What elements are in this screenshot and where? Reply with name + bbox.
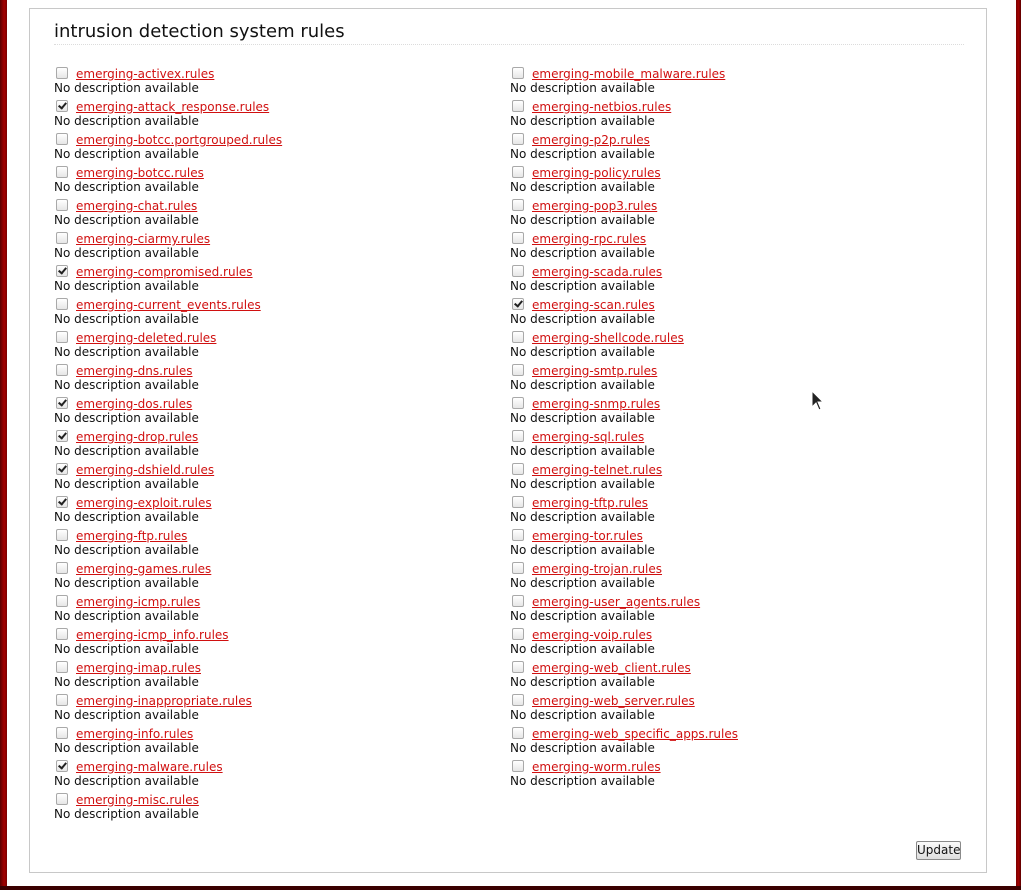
rule-checkbox[interactable]	[56, 232, 68, 244]
rule-link[interactable]: emerging-attack_response.rules	[76, 100, 270, 114]
title-divider	[54, 44, 964, 45]
rule-item	[510, 65, 950, 98]
rule-checkbox[interactable]	[56, 793, 68, 805]
rules-list-right	[510, 65, 950, 791]
rule-link[interactable]: emerging-botcc.portgrouped.rules	[76, 133, 283, 147]
rule-link[interactable]: emerging-web_server.rules	[532, 694, 695, 708]
rule-checkbox[interactable]	[56, 67, 68, 79]
rule-description: No description available	[510, 510, 655, 524]
rule-item	[510, 692, 950, 725]
rule-checkbox[interactable]	[512, 562, 524, 574]
rule-item	[510, 230, 950, 263]
rule-item	[54, 395, 494, 428]
rule-description: No description available	[510, 279, 655, 293]
rule-checkbox[interactable]	[512, 529, 524, 541]
rule-description: No description available	[54, 477, 199, 491]
rule-checkbox[interactable]	[56, 661, 68, 673]
rule-item	[510, 197, 950, 230]
rule-description: No description available	[54, 444, 199, 458]
rule-item	[510, 329, 950, 362]
rule-description: No description available	[54, 675, 199, 689]
rule-checkbox[interactable]	[512, 331, 524, 343]
rule-checkbox[interactable]	[512, 364, 524, 376]
rule-description: No description available	[54, 312, 199, 326]
rule-link[interactable]: emerging-netbios.rules	[532, 100, 672, 114]
rule-link[interactable]: emerging-inappropriate.rules	[76, 694, 252, 708]
rule-checkbox[interactable]	[56, 364, 68, 376]
rule-link[interactable]: emerging-activex.rules	[76, 67, 215, 81]
rule-link[interactable]: emerging-dns.rules	[76, 364, 193, 378]
rule-link[interactable]: emerging-tor.rules	[532, 529, 643, 543]
rule-description: No description available	[54, 510, 199, 524]
rule-item	[54, 197, 494, 230]
rule-checkbox[interactable]	[56, 694, 68, 706]
rule-checkbox[interactable]	[512, 760, 524, 772]
rule-checkbox[interactable]	[56, 463, 68, 475]
rule-description: No description available	[54, 576, 199, 590]
rule-checkbox[interactable]	[56, 397, 68, 409]
rule-item	[510, 395, 950, 428]
rule-checkbox[interactable]	[56, 166, 68, 178]
rule-item	[510, 428, 950, 461]
rule-description: No description available	[54, 708, 199, 722]
rule-link[interactable]: emerging-pop3.rules	[532, 199, 658, 213]
rule-item	[510, 560, 950, 593]
rule-link[interactable]: emerging-exploit.rules	[76, 496, 212, 510]
rule-checkbox[interactable]	[512, 199, 524, 211]
rule-checkbox[interactable]	[56, 298, 68, 310]
rule-description: No description available	[54, 807, 199, 821]
rule-link[interactable]: emerging-telnet.rules	[532, 463, 663, 477]
rule-checkbox[interactable]	[512, 298, 524, 310]
rule-link[interactable]: emerging-web_specific_apps.rules	[532, 727, 738, 741]
rule-link[interactable]: emerging-imap.rules	[76, 661, 201, 675]
rule-checkbox[interactable]	[512, 595, 524, 607]
rule-item	[510, 593, 950, 626]
rule-checkbox[interactable]	[512, 727, 524, 739]
rule-checkbox[interactable]	[512, 232, 524, 244]
rule-checkbox[interactable]	[512, 397, 524, 409]
rule-item	[54, 791, 494, 824]
rule-checkbox[interactable]	[56, 727, 68, 739]
rule-item	[54, 659, 494, 692]
rule-item	[54, 560, 494, 593]
rule-description: No description available	[54, 147, 199, 161]
rule-description: No description available	[510, 477, 655, 491]
rule-link[interactable]: emerging-trojan.rules	[532, 562, 663, 576]
rule-link[interactable]: emerging-deleted.rules	[76, 331, 217, 345]
rule-item	[54, 329, 494, 362]
rule-item	[54, 296, 494, 329]
rule-link[interactable]: emerging-shellcode.rules	[532, 331, 684, 345]
rule-item	[510, 296, 950, 329]
rule-description: No description available	[54, 345, 199, 359]
rule-item	[54, 758, 494, 791]
rule-item	[510, 494, 950, 527]
rule-link[interactable]: emerging-info.rules	[76, 727, 194, 741]
rule-link[interactable]: emerging-snmp.rules	[532, 397, 661, 411]
rule-link[interactable]: emerging-worm.rules	[532, 760, 661, 774]
rule-link[interactable]: emerging-chat.rules	[76, 199, 198, 213]
rule-checkbox[interactable]	[512, 265, 524, 277]
rule-checkbox[interactable]	[56, 265, 68, 277]
rule-item	[510, 527, 950, 560]
rule-link[interactable]: emerging-dshield.rules	[76, 463, 215, 477]
rule-link[interactable]: emerging-compromised.rules	[76, 265, 253, 279]
rule-link[interactable]: emerging-p2p.rules	[532, 133, 650, 147]
rule-item	[54, 164, 494, 197]
rule-item	[510, 131, 950, 164]
rule-link[interactable]: emerging-icmp.rules	[76, 595, 201, 609]
rule-description: No description available	[54, 213, 199, 227]
window-frame-left	[0, 0, 7, 890]
page-title: intrusion detection system rules	[54, 21, 345, 42]
window-frame-right	[1016, 0, 1021, 890]
rule-checkbox[interactable]	[56, 199, 68, 211]
rule-item	[54, 527, 494, 560]
rule-description: No description available	[510, 543, 655, 557]
rule-checkbox[interactable]	[56, 562, 68, 574]
rule-item	[54, 461, 494, 494]
rule-item	[510, 164, 950, 197]
rule-description: No description available	[510, 576, 655, 590]
rule-link[interactable]: emerging-malware.rules	[76, 760, 223, 774]
rule-item	[54, 725, 494, 758]
rule-item	[54, 428, 494, 461]
rule-description: No description available	[54, 378, 199, 392]
update-button[interactable]: Update	[916, 841, 961, 860]
rule-checkbox[interactable]	[512, 166, 524, 178]
rule-description: No description available	[54, 642, 199, 656]
rule-checkbox[interactable]	[512, 67, 524, 79]
rule-description: No description available	[54, 81, 199, 95]
rule-description: No description available	[54, 609, 199, 623]
rule-item	[510, 98, 950, 131]
rule-link[interactable]: emerging-ftp.rules	[76, 529, 188, 543]
rule-item	[54, 362, 494, 395]
rule-link[interactable]: emerging-games.rules	[76, 562, 212, 576]
rule-item	[510, 758, 950, 791]
rule-item	[54, 692, 494, 725]
rule-description: No description available	[510, 345, 655, 359]
rule-description: No description available	[510, 114, 655, 128]
rule-checkbox[interactable]	[56, 760, 68, 772]
rule-link[interactable]: emerging-scada.rules	[532, 265, 663, 279]
rule-description: No description available	[510, 81, 655, 95]
rule-link[interactable]: emerging-current_events.rules	[76, 298, 261, 312]
rule-link[interactable]: emerging-rpc.rules	[532, 232, 647, 246]
rule-description: No description available	[510, 312, 655, 326]
rule-item	[54, 131, 494, 164]
rule-description: No description available	[54, 543, 199, 557]
rule-item	[54, 626, 494, 659]
rule-link[interactable]: emerging-scan.rules	[532, 298, 655, 312]
rule-link[interactable]: emerging-tftp.rules	[532, 496, 649, 510]
rule-link[interactable]: emerging-dos.rules	[76, 397, 193, 411]
rule-description: No description available	[510, 246, 655, 260]
rule-description: No description available	[510, 444, 655, 458]
rule-link[interactable]: emerging-policy.rules	[532, 166, 661, 180]
rule-description: No description available	[54, 741, 199, 755]
rule-link[interactable]: emerging-web_client.rules	[532, 661, 691, 675]
rule-link[interactable]: emerging-ciarmy.rules	[76, 232, 211, 246]
rules-list-left	[54, 65, 494, 824]
rule-checkbox[interactable]	[512, 694, 524, 706]
rule-description: No description available	[510, 675, 655, 689]
rule-description: No description available	[54, 411, 199, 425]
rule-link[interactable]: emerging-botcc.rules	[76, 166, 204, 180]
rule-checkbox[interactable]	[512, 430, 524, 442]
window-frame-bottom	[0, 886, 1021, 890]
rule-link[interactable]: emerging-icmp_info.rules	[76, 628, 229, 642]
rule-description: No description available	[54, 246, 199, 260]
rule-description: No description available	[510, 213, 655, 227]
rule-link[interactable]: emerging-sql.rules	[532, 430, 645, 444]
rule-item	[510, 659, 950, 692]
rule-description: No description available	[510, 180, 655, 194]
rule-checkbox[interactable]	[56, 100, 68, 112]
rule-description: No description available	[510, 609, 655, 623]
rule-link[interactable]: emerging-user_agents.rules	[532, 595, 701, 609]
rule-checkbox[interactable]	[512, 628, 524, 640]
rule-item	[510, 626, 950, 659]
rule-checkbox[interactable]	[512, 496, 524, 508]
rule-checkbox[interactable]	[56, 595, 68, 607]
rule-checkbox[interactable]	[512, 463, 524, 475]
rule-link[interactable]: emerging-misc.rules	[76, 793, 199, 807]
rule-description: No description available	[510, 774, 655, 788]
rule-description: No description available	[510, 147, 655, 161]
rule-item	[510, 263, 950, 296]
rule-item	[510, 362, 950, 395]
rule-item	[54, 593, 494, 626]
rule-checkbox[interactable]	[56, 133, 68, 145]
rule-checkbox[interactable]	[512, 661, 524, 673]
rule-link[interactable]: emerging-voip.rules	[532, 628, 653, 642]
rule-item	[54, 98, 494, 131]
rule-description: No description available	[510, 411, 655, 425]
rule-description: No description available	[54, 114, 199, 128]
rule-checkbox[interactable]	[56, 331, 68, 343]
rule-description: No description available	[510, 708, 655, 722]
rule-description: No description available	[510, 378, 655, 392]
rule-checkbox[interactable]	[512, 133, 524, 145]
rule-description: No description available	[510, 642, 655, 656]
rule-checkbox[interactable]	[56, 496, 68, 508]
rule-link[interactable]: emerging-mobile_malware.rules	[532, 67, 726, 81]
rule-item	[54, 65, 494, 98]
rule-description: No description available	[54, 180, 199, 194]
rule-item	[54, 230, 494, 263]
rule-checkbox[interactable]	[512, 100, 524, 112]
rule-description: No description available	[54, 774, 199, 788]
rule-link[interactable]: emerging-smtp.rules	[532, 364, 658, 378]
rule-item	[54, 263, 494, 296]
rule-description: No description available	[510, 741, 655, 755]
rule-item	[510, 461, 950, 494]
rule-description: No description available	[54, 279, 199, 293]
rule-item	[54, 494, 494, 527]
rule-link[interactable]: emerging-drop.rules	[76, 430, 199, 444]
rule-checkbox[interactable]	[56, 628, 68, 640]
rule-checkbox[interactable]	[56, 430, 68, 442]
rule-checkbox[interactable]	[56, 529, 68, 541]
rule-item	[510, 725, 950, 758]
